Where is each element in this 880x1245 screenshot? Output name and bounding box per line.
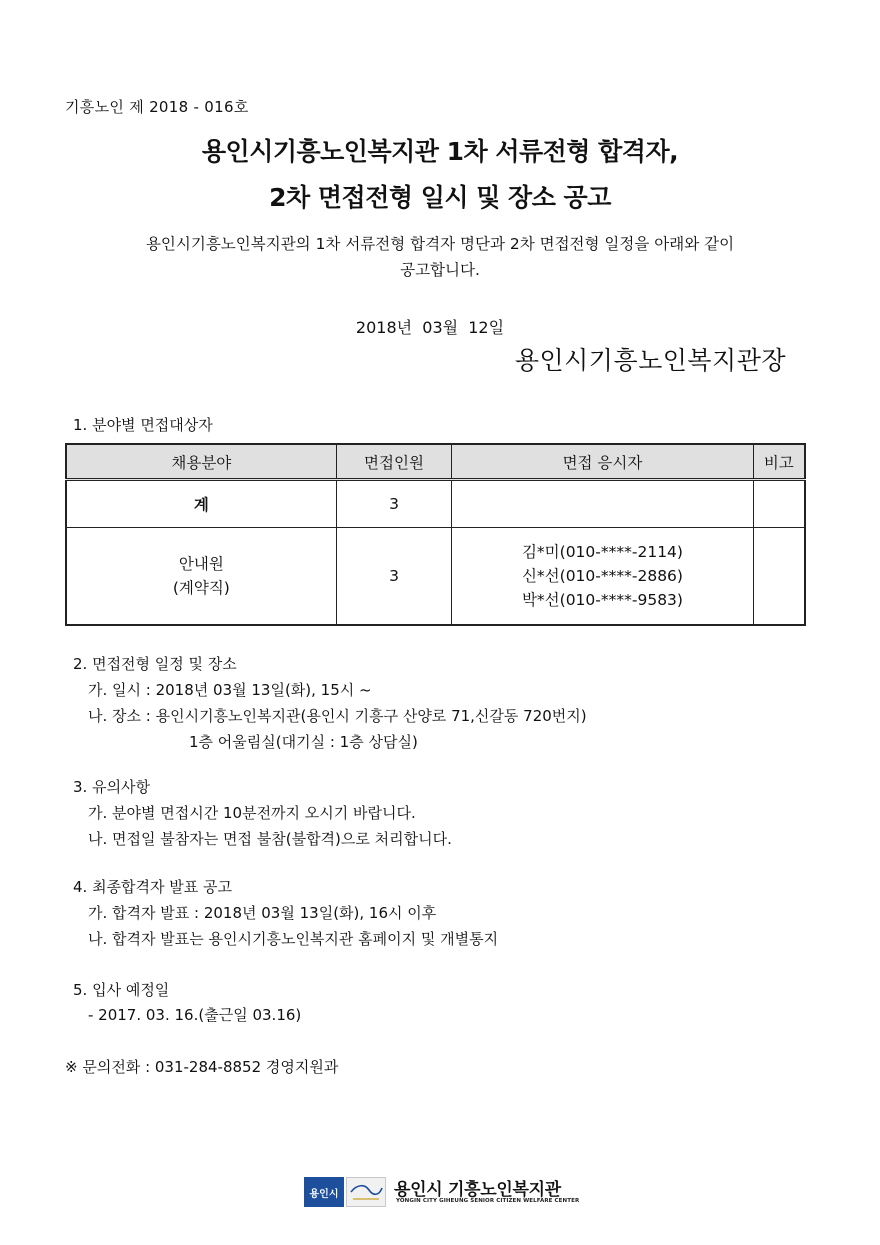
row-count: 3 [336,528,452,626]
total-count: 3 [336,480,452,528]
table-row [66,528,805,626]
section2-heading: 2. 면접전형 일정 및 장소 [73,655,237,673]
applicant-entry: 신*선(010-****-2886) [521,567,683,585]
section4-heading: 4. 최종합격자 발표 공고 [73,878,233,896]
total-applicants [452,480,753,528]
logo-english-name: YONGIN CITY GIHEUNG SENIOR CITIZEN WELFARE CENTER [396,1198,580,1204]
row-category [66,528,336,626]
logo-emblem [304,1177,388,1207]
section1-heading: 1. 분야별 면접대상자 [73,416,213,434]
intro-line-1: 용인시기흥노인복지관의 1차 서류전형 합격자 명단과 2차 면접전형 일정을 아래와 같이 [145,235,735,253]
total-category: 계 [66,480,336,528]
intro-paragraph [40,231,840,283]
total-note [753,480,805,528]
swoosh-icon [347,1178,385,1206]
row-applicants [452,528,753,626]
section5-heading: 5. 입사 예정일 [73,981,170,999]
table-row-total [66,480,805,528]
document-number: 기흥노인 제 2018 - 016호 [65,98,249,116]
intro-line-2: 공고합니다. [400,261,480,279]
notice-date: 2018년 03월 12일 [355,318,505,337]
section4-item-notification: 나. 합격자 발표는 용인시기흥노인복지관 홈페이지 및 개별통지 [88,930,499,948]
header-category: 채용분야 [66,444,336,480]
header-applicants: 면접 응시자 [452,444,753,480]
section3-item-arrival: 가. 분야별 면접시간 10분전까지 오시기 바랍니다. [88,804,416,822]
section3-heading: 3. 유의사항 [73,778,151,796]
title-line-2: 2차 면접전형 일시 및 장소 공고 [269,183,611,212]
logo-badge: 용인시 [304,1177,344,1207]
welfare-center-logo [304,1175,594,1215]
row-category-type: (계약직) [172,579,230,597]
header-note: 비고 [753,444,805,480]
section3-item-absence: 나. 면접일 불참자는 면접 불참(불합격)으로 처리합니다. [88,830,452,848]
section4-item-announcement: 가. 합격자 발표 : 2018년 03월 13일(화), 16시 이후 [88,904,437,922]
logo-mark [346,1177,386,1207]
section5-item-start-date: - 2017. 03. 16.(출근일 03.16) [88,1006,302,1024]
row-category-name: 안내원 [178,555,224,573]
row-note [753,528,805,626]
section2-item-datetime: 가. 일시 : 2018년 03월 13일(화), 15시 ~ [88,681,372,699]
applicants-table [65,443,806,626]
applicant-entry: 김*미(010-****-2114) [521,543,683,561]
section2-item-place: 나. 장소 : 용인시기흥노인복지관(용인시 기흥구 산양로 71,신갈동 720번지) [88,707,587,725]
contact-line: ※ 문의전화 : 031-284-8852 경영지원과 [65,1058,339,1076]
section2-item-room: 1층 어울림실(대기실 : 1층 상담실) [189,733,418,751]
table-header-row [66,444,805,480]
signer-name: 용인시기흥노인복지관장 [514,346,786,375]
header-count: 면접인원 [336,444,452,480]
logo-name: 용인시 기흥노인복지관 [394,1180,561,1200]
title-line-1: 용인시기흥노인복지관 1차 서류전형 합격자, [201,137,679,166]
applicant-entry: 박*선(010-****-9583) [521,591,683,609]
